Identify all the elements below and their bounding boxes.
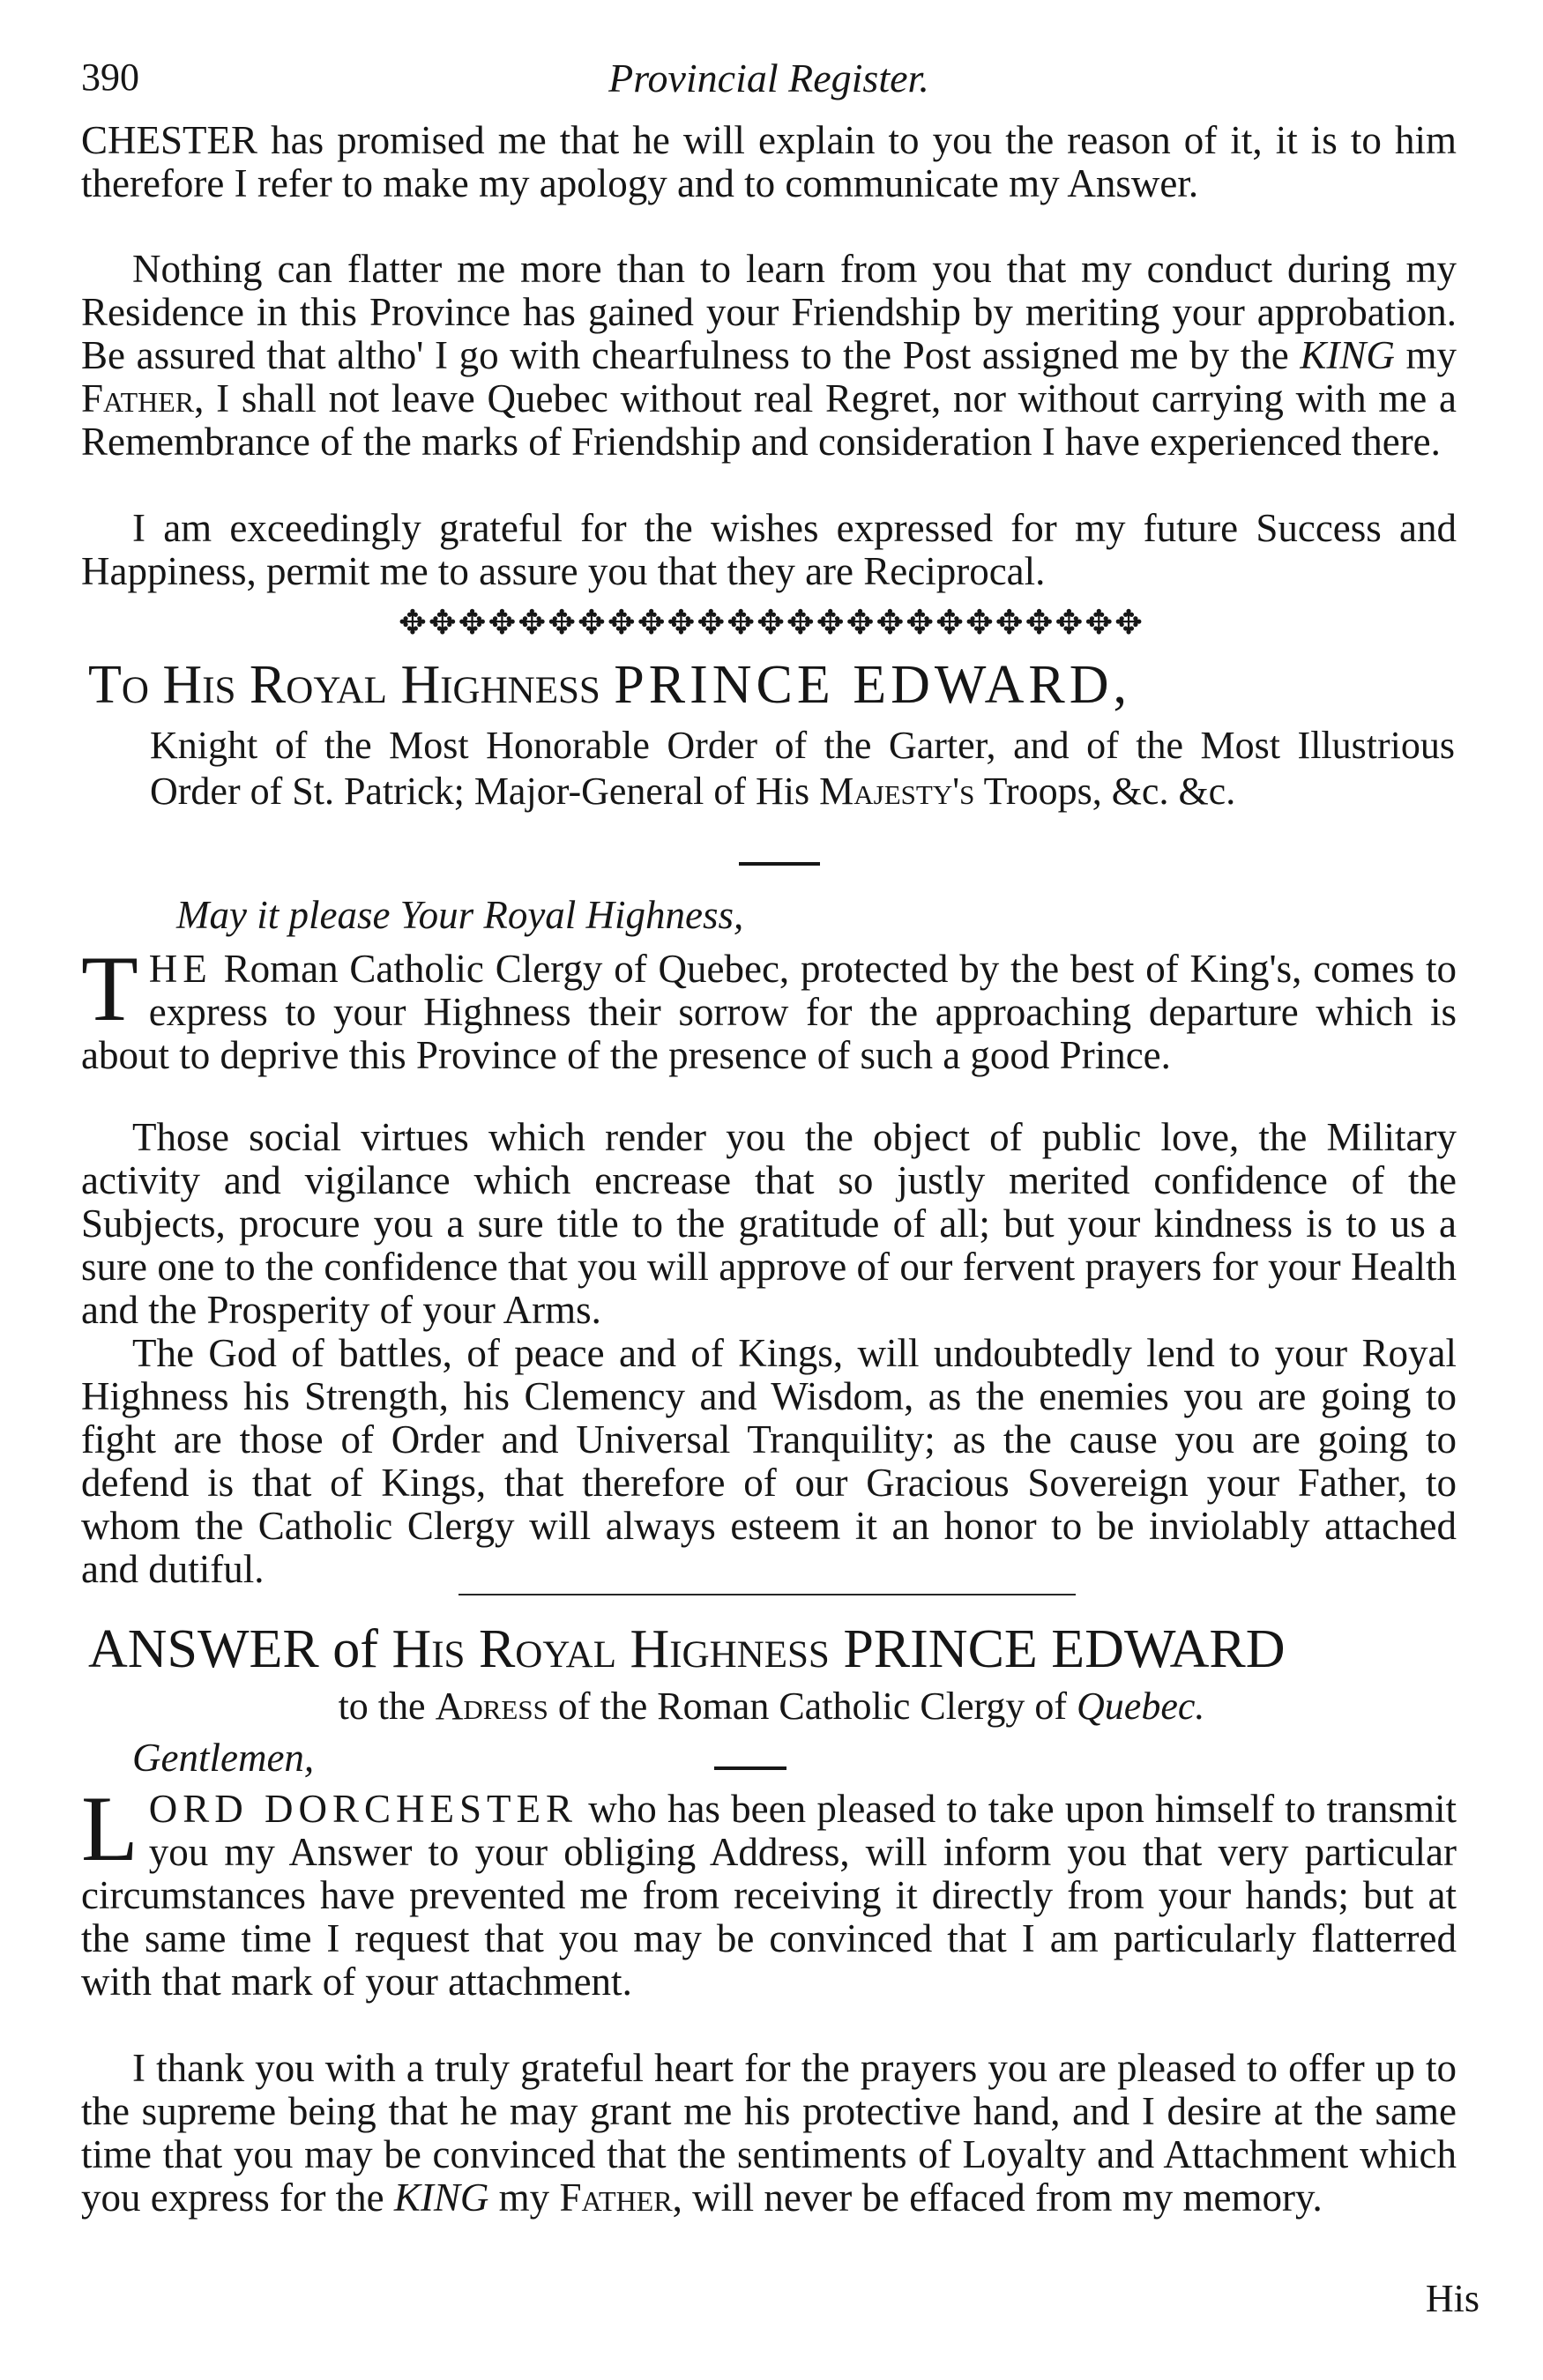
answer-p2-text-a: I thank you with a truly grateful heart for the prayers you are pleased to offer up to the supreme being that he may grant me his protective hand, and I desire at the same time that you may be convinced that the sentiments of Loyalty and Attachment which you express for the — [81, 2046, 1457, 2220]
letter-p2-my: my — [1394, 333, 1457, 377]
letter-paragraph-2 — [81, 248, 1457, 464]
answer-heading-answer: ANSWER — [88, 1619, 319, 1679]
page-number: 390 — [81, 56, 139, 99]
answer-subtitle — [0, 1684, 1543, 1729]
answer-p2-my: my — [488, 2175, 560, 2220]
ornamental-divider: ✥✥✥✥✥✥✥✥✥✥✥✥✥✥✥✥✥✥✥✥✥✥✥✥✥ — [399, 605, 1144, 642]
address-subtitle-text-b: Troops, &c. &c. — [974, 770, 1236, 813]
answer-subtitle-adress: Adress — [435, 1685, 548, 1728]
answer-subtitle-text-a: to the — [338, 1685, 436, 1728]
running-header — [81, 55, 1457, 116]
address-subtitle-majesty: Majesty's — [819, 770, 975, 813]
catchword: His — [1425, 2277, 1480, 2320]
letter-p2-king: KING — [1300, 333, 1395, 377]
section-rule — [458, 1594, 1076, 1595]
address-paragraph-3: The God of battles, of peace and of Kings, will undoubtedly lend to your Royal Highness his Strength, his Clemency and Wisdom, as the enemies you are going to fight are those of Order and Universal Tranquility; as the cause you are going to defend is that of Kings, that therefore of our Gracious Sovereign your Father, to whom the Catholic Clergy will always esteem it an honor to be inviolably attached and dutiful. — [81, 1331, 1457, 1591]
answer-paragraph-1 — [81, 1777, 1457, 2004]
address-heading-to: To His Royal Highness — [88, 655, 600, 715]
address-paragraph-2: Those social virtues which render you the object of public love, the Military activity and vigilance which encrease that so justly merited confidence of the Subjects, procure you a sure title to the gratitude of all; but your kindness is to us a sure one to the confidence that you will approve of our fervent prayers for your Health and the Prosperity of your Arms. — [81, 1115, 1457, 1332]
address-heading-prince: PRINCE EDWARD, — [614, 655, 1131, 715]
answer-p2-king: KING — [393, 2175, 489, 2220]
answer-salutation: Gentlemen, — [132, 1736, 315, 1780]
answer-subtitle-text-b: of the Roman Catholic Clergy of — [548, 1685, 1077, 1728]
answer-p2-father: Father — [559, 2175, 673, 2220]
address-paragraph-1 — [81, 937, 1457, 1077]
answer-heading-his-royal-highness: His Royal Highness — [391, 1619, 830, 1679]
letter-p2-text-b: , I shall not leave Quebec without real Regret, nor without carrying with me a Remembrance of the marks of Friendship and consideration I have experienced there. — [81, 376, 1457, 464]
short-rule-1 — [739, 862, 820, 866]
answer-paragraph-2 — [81, 2047, 1457, 2220]
answer-heading-prince: PRINCE EDWARD — [829, 1619, 1286, 1679]
address-subtitle — [150, 723, 1455, 814]
answer-subtitle-quebec: Quebec. — [1077, 1685, 1205, 1728]
answer-p1-text: who has been pleased to take upon himself to transmit you my Answer to your obliging Address, will inform you that very particular circumstances have prevented me from receiving it directly from your hands; but at the same time I request that you may be convinced that I am particularly flatterred with that mark of your attachment. — [81, 1787, 1457, 2004]
answer-heading — [88, 1618, 1464, 1680]
answer-p1-first-word: ORD DORCHESTER — [148, 1787, 578, 1831]
letter-p2-text-a: Nothing can flatter me more than to learn from you that my conduct during my Residence in this Province has gained your Friendship by meriting your approbation. Be assured that altho' I go with chearfulness to the Post assigned me by the — [81, 247, 1457, 377]
answer-heading-of: of — [318, 1619, 392, 1679]
address-heading — [88, 654, 1464, 716]
address-p1-text: Roman Catholic Clergy of Quebec, protected by the best of King's, comes to express to your Highness their sorrow for the approaching departure which is about to deprive this Province of the presence of such a good Prince. — [81, 947, 1457, 1077]
letter-paragraph-3: I am exceedingly grateful for the wishes expressed for my future Success and Happiness, permit me to assure you that they are Reciprocal. — [81, 506, 1457, 593]
address-salutation: May it please Your Royal Highness, — [176, 893, 744, 937]
short-rule-2 — [714, 1766, 786, 1770]
drop-cap-l: L — [81, 1777, 138, 1880]
address-subtitle-text-a: Knight of the Most Honorable Order of the Garter, and of the Most Illustrious Order of St. Patrick; Major-General of His — [150, 724, 1455, 813]
address-p1-first-word: HE — [148, 947, 212, 991]
drop-cap-t: T — [81, 937, 138, 1040]
running-title: Provincial Register. — [608, 56, 929, 100]
letter-p2-father: Father — [81, 376, 195, 420]
letter-paragraph-1: CHESTER has promised me that he will explain to you the reason of it, it is to him therefore I refer to make my apology and to communicate my Answer. — [81, 118, 1457, 205]
answer-p2-text-b: , will never be effaced from my memory. — [672, 2175, 1323, 2220]
